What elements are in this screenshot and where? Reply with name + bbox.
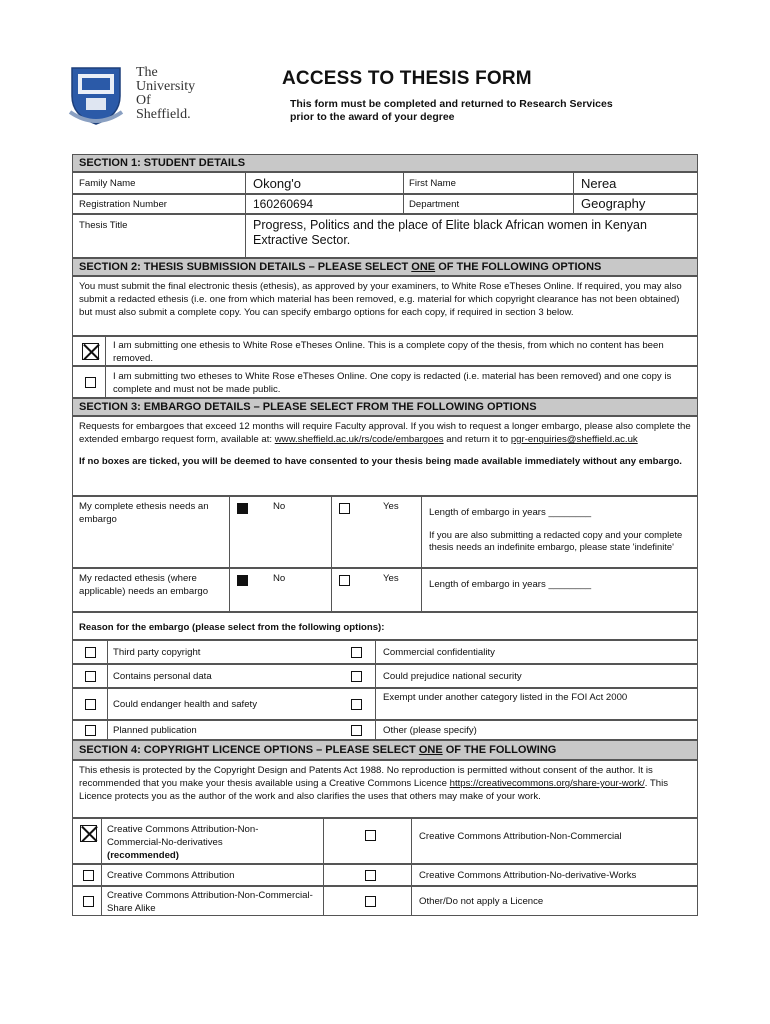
third-party-copyright-checkbox[interactable] bbox=[85, 647, 96, 658]
personal-data-checkbox[interactable] bbox=[85, 671, 96, 682]
embargo-form-link[interactable]: www.sheffield.ac.uk/rs/code/embargoes bbox=[274, 434, 444, 445]
section2-heading-pre: SECTION 2: THESIS SUBMISSION DETAILS – PLEASE SELECT bbox=[79, 261, 412, 273]
reason-label: Planned publication bbox=[113, 725, 197, 736]
section1-heading: SECTION 1: STUDENT DETAILS bbox=[72, 154, 698, 172]
reason-row bbox=[72, 720, 698, 740]
redacted-no-checkbox[interactable] bbox=[237, 575, 248, 586]
national-security-checkbox[interactable] bbox=[351, 671, 362, 682]
form-title: ACCESS TO THESIS FORM bbox=[282, 68, 532, 89]
section4-intro bbox=[72, 760, 698, 818]
family-name-row bbox=[72, 172, 698, 194]
family-name-label: Family Name bbox=[79, 178, 136, 189]
redacted-embargo-row bbox=[72, 568, 698, 612]
reason-label: Exempt under another category listed in the FOI Act 2000 bbox=[383, 692, 628, 703]
licence-label: Creative Commons Attribution-Non-Commercial-No-derivatives bbox=[107, 824, 259, 848]
indefinite-note: If you are also submitting a redacted copy and your complete thesis needs an indefinite embargo, please state 'indefinite' bbox=[429, 529, 683, 552]
complete-no-label: No bbox=[273, 501, 286, 512]
section4-intro-pre: This ethesis is protected by the Copyright Design and Patents Act 1988. No reproduction is permitted without consent of the author. It is recommended that you make your thesis available using a Creative Commons Licence bbox=[79, 765, 653, 789]
complete-no-checkbox[interactable] bbox=[237, 503, 248, 514]
thesis-title-field[interactable]: Progress, Politics and the place of Elite black African women in Kenyan Extractive Sector. bbox=[253, 218, 647, 247]
complete-embargo-label: My complete ethesis needs an embargo bbox=[79, 501, 209, 525]
reason-heading: Reason for the embargo (please select from the following options): bbox=[72, 612, 698, 640]
section2-intro: You must submit the final electronic thesis (ethesis), as approved by your examiners, to White Rose eTheses Online. If required, you may also submit a redacted ethesis (i.e. one from which material has been removed, e.g. material for which copyright clearance has not been obtained) but must also submit a complete copy. You can specify embargo options for each copy, if required in section 3 below. bbox=[72, 276, 698, 336]
creative-commons-link[interactable]: https://creativecommons.org/share-your-work/ bbox=[449, 778, 645, 789]
university-logo bbox=[64, 64, 214, 128]
complete-yes-label: Yes bbox=[383, 501, 399, 512]
submission-option-two bbox=[72, 366, 698, 398]
licence-row bbox=[72, 886, 698, 916]
option-two-text: I am submitting two etheses to White Rose eTheses Online. One copy is redacted (i.e. material has been removed) and one copy is complete and must not be made public. bbox=[113, 371, 672, 395]
family-name-field[interactable]: Okong'o bbox=[253, 176, 302, 191]
reason-row bbox=[72, 640, 698, 664]
section4-intro-post: . This Licence protects you as the author of the work and also clarifies the uses that others may make of your work. bbox=[79, 778, 669, 802]
first-name-field[interactable]: Nerea bbox=[581, 176, 617, 191]
submission-option-one bbox=[72, 336, 698, 366]
thesis-title-row bbox=[72, 214, 698, 258]
no-embargo-warning: If no boxes are ticked, you will be deemed to have consented to your thesis being made available immediately without any embargo. bbox=[79, 456, 682, 467]
redacted-yes-label: Yes bbox=[383, 573, 399, 584]
logo-line: The bbox=[136, 65, 158, 80]
licence-label: Creative Commons Attribution bbox=[107, 870, 235, 881]
complete-embargo-row bbox=[72, 496, 698, 568]
logo-wordmark bbox=[136, 66, 195, 122]
enquiries-email-link[interactable]: pgr-enquiries@sheffield.ac.uk bbox=[510, 434, 638, 445]
recommended-label: (recommended) bbox=[107, 850, 179, 861]
licence-option bbox=[107, 823, 307, 862]
option-one-text: I am submitting one ethesis to White Rose eTheses Online. This is a complete copy of the thesis, from which no content has been removed. bbox=[113, 340, 664, 364]
licence-row bbox=[72, 864, 698, 886]
section4-heading-one: ONE bbox=[418, 744, 443, 756]
reason-label: Could prejudice national security bbox=[383, 671, 522, 682]
section4-heading-pre: SECTION 4: COPYRIGHT LICENCE OPTIONS – PLEASE SELECT bbox=[79, 744, 419, 756]
option-one-checkbox[interactable] bbox=[82, 343, 99, 360]
department-field[interactable]: Geography bbox=[581, 196, 646, 211]
reason-row bbox=[72, 664, 698, 688]
licence-row bbox=[72, 818, 698, 864]
redacted-embargo-label: My redacted ethesis (where applicable) needs an embargo bbox=[79, 573, 209, 597]
section2-heading-one: ONE bbox=[411, 261, 436, 273]
cc-by-checkbox[interactable] bbox=[83, 870, 94, 881]
licence-label: Creative Commons Attribution-Non-Commercial-Share Alike bbox=[107, 890, 313, 914]
crest-icon bbox=[64, 64, 128, 128]
section3-intro-mid: and return it to bbox=[443, 434, 511, 445]
foi-exempt-checkbox[interactable] bbox=[351, 699, 362, 710]
department-label: Department bbox=[409, 199, 460, 210]
section4-heading bbox=[72, 740, 698, 760]
cc-by-nc-nd-checkbox[interactable] bbox=[80, 825, 97, 842]
section3-intro bbox=[72, 416, 698, 496]
option-two-checkbox[interactable] bbox=[85, 377, 96, 388]
registration-label: Registration Number bbox=[79, 199, 167, 210]
section2-heading-post: OF THE FOLLOWING OPTIONS bbox=[435, 261, 602, 273]
logo-line: University bbox=[136, 79, 196, 94]
thesis-form bbox=[72, 154, 698, 916]
logo-line: Of bbox=[136, 93, 151, 108]
section2-heading bbox=[72, 258, 698, 276]
reason-label: Other (please specify) bbox=[383, 725, 477, 736]
section4-heading-post: OF THE FOLLOWING bbox=[442, 744, 557, 756]
reason-label: Commercial confidentiality bbox=[383, 647, 495, 658]
health-safety-checkbox[interactable] bbox=[85, 699, 96, 710]
licence-label: Creative Commons Attribution-Non-Commercial bbox=[419, 831, 622, 842]
complete-yes-checkbox[interactable] bbox=[339, 503, 350, 514]
commercial-confidentiality-checkbox[interactable] bbox=[351, 647, 362, 658]
first-name-label: First Name bbox=[409, 178, 456, 189]
licence-label: Other/Do not apply a Licence bbox=[419, 896, 544, 907]
registration-row bbox=[72, 194, 698, 214]
reason-label: Could endanger health and safety bbox=[113, 699, 258, 710]
reason-label: Third party copyright bbox=[113, 647, 201, 658]
section3-heading: SECTION 3: EMBARGO DETAILS – PLEASE SELECT FROM THE FOLLOWING OPTIONS bbox=[72, 398, 698, 416]
no-licence-checkbox[interactable] bbox=[365, 896, 376, 907]
form-subtitle: This form must be completed and returned to Research Services prior to the award of your degree bbox=[290, 98, 613, 123]
complete-embargo-length[interactable]: Length of embargo in years ________ bbox=[429, 507, 592, 518]
section3-intro-pre: Requests for embargoes that exceed 12 months will require Faculty approval. If you wish to request a longer embargo, please also complete the extended embargo request form, available at: bbox=[79, 421, 691, 445]
other-reason-checkbox[interactable] bbox=[351, 725, 362, 736]
redacted-yes-checkbox[interactable] bbox=[339, 575, 350, 586]
reason-label: Contains personal data bbox=[113, 671, 212, 682]
planned-publication-checkbox[interactable] bbox=[85, 725, 96, 736]
logo-line: Sheffield. bbox=[136, 107, 191, 122]
registration-field[interactable]: 160260694 bbox=[253, 197, 314, 211]
cc-by-nc-sa-checkbox[interactable] bbox=[83, 896, 94, 907]
cc-by-nc-checkbox[interactable] bbox=[365, 830, 376, 841]
redacted-no-label: No bbox=[273, 573, 286, 584]
reason-row bbox=[72, 688, 698, 720]
cc-by-nd-checkbox[interactable] bbox=[365, 870, 376, 881]
licence-label: Creative Commons Attribution-No-derivative-Works bbox=[419, 870, 637, 881]
redacted-embargo-length[interactable]: Length of embargo in years ________ bbox=[429, 579, 592, 590]
thesis-title-label: Thesis Title bbox=[79, 220, 128, 231]
